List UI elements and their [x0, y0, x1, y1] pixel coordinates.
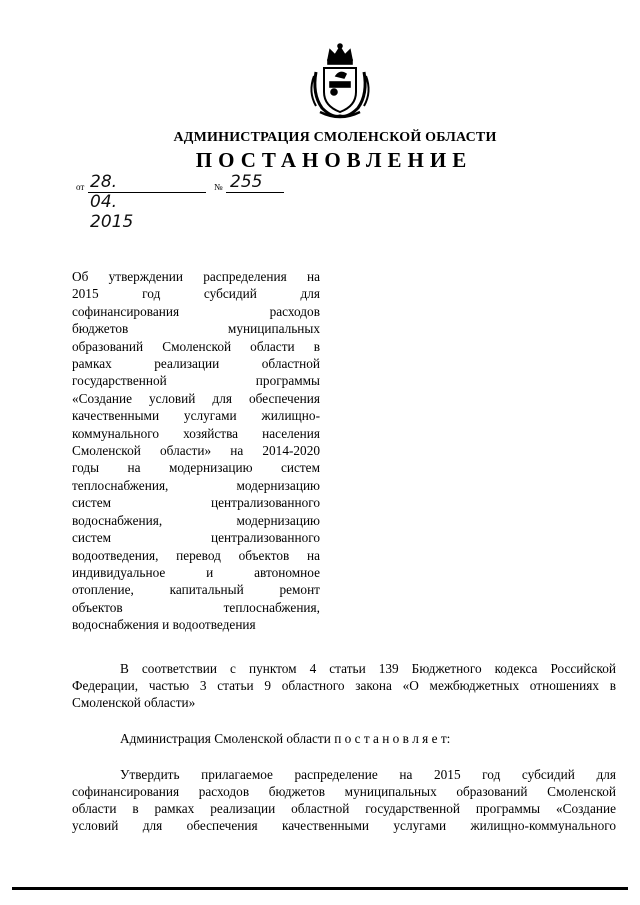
- coat-of-arms-icon: [304, 42, 376, 122]
- basis-paragraph: [72, 660, 616, 711]
- subject-line: водоотведения, перевод объектов на: [72, 547, 320, 563]
- subject-line: Об утверждении распределения на: [72, 269, 320, 284]
- decision-paragraph: [72, 766, 616, 834]
- subject-line: водоснабжения, модернизацию: [72, 512, 320, 528]
- subject-line: государственной программы: [72, 373, 320, 389]
- subject-line: систем централизованного: [72, 495, 320, 511]
- subject-line: водоснабжения и водоотведения: [72, 617, 256, 633]
- basis-line: В соответствии с пунктом 4 статьи 139 Бюджетного кодекса Российской: [120, 661, 616, 676]
- date-prefix: от: [76, 182, 85, 192]
- decision-line: софинансирования расходов бюджетов муниципальных образований Смоленской: [72, 784, 616, 799]
- decision-line: области в рамках реализации областной государственной программы «Создание: [72, 801, 616, 816]
- subject-line: годы на модернизацию систем: [72, 460, 320, 476]
- page-bottom-rule: [12, 887, 628, 890]
- subject-line: объектов теплоснабжения,: [72, 599, 320, 615]
- subject-line: образований Смоленской области в: [72, 338, 320, 354]
- subject-line: рамках реализации областной: [72, 356, 320, 372]
- subject-line: индивидуальное и автономное: [72, 564, 320, 580]
- organization-name: АДМИНИСТРАЦИЯ СМОЛЕНСКОЙ ОБЛАСТИ: [173, 130, 497, 145]
- number-prefix: №: [214, 182, 223, 192]
- document-type: ПОСТАНОВЛЕНИЕ: [195, 148, 473, 172]
- decision-line: Утвердить прилагаемое распределение на 2015 год субсидий для: [120, 767, 616, 782]
- subject-line: качественными услугами жилищно-: [72, 408, 320, 424]
- subject-line: Смоленской области» на 2014-2020: [72, 443, 320, 459]
- resolution-lead: Администрация Смоленской области: [120, 731, 331, 746]
- decision-line: условий для обеспечения качественными услугами жилищно-коммунального: [72, 818, 616, 833]
- number-underline: [226, 192, 284, 193]
- document-subject: [72, 268, 320, 634]
- subject-line: коммунального хозяйства населения: [72, 425, 320, 441]
- subject-line: отопление, капитальный ремонт: [72, 582, 320, 598]
- subject-line: теплоснабжения, модернизацию: [72, 477, 320, 493]
- resolution-line: [72, 730, 616, 747]
- subject-line: софинансирования расходов: [72, 303, 320, 319]
- resolution-verb: п о с т а н о в л я е т:: [334, 731, 451, 746]
- subject-line: 2015 год субсидий для: [72, 286, 320, 302]
- subject-line: «Создание условий для обеспечения: [72, 390, 320, 406]
- subject-line: систем централизованного: [72, 530, 320, 546]
- date-value: 28. 04. 2015: [90, 172, 134, 232]
- number-value: 255: [230, 172, 263, 192]
- basis-line: Федерации, частью 3 статьи 9 областного закона «О межбюджетных отношениях в: [72, 678, 616, 693]
- basis-line: Смоленской области»: [72, 695, 196, 710]
- subject-line: бюджетов муниципальных: [72, 321, 320, 337]
